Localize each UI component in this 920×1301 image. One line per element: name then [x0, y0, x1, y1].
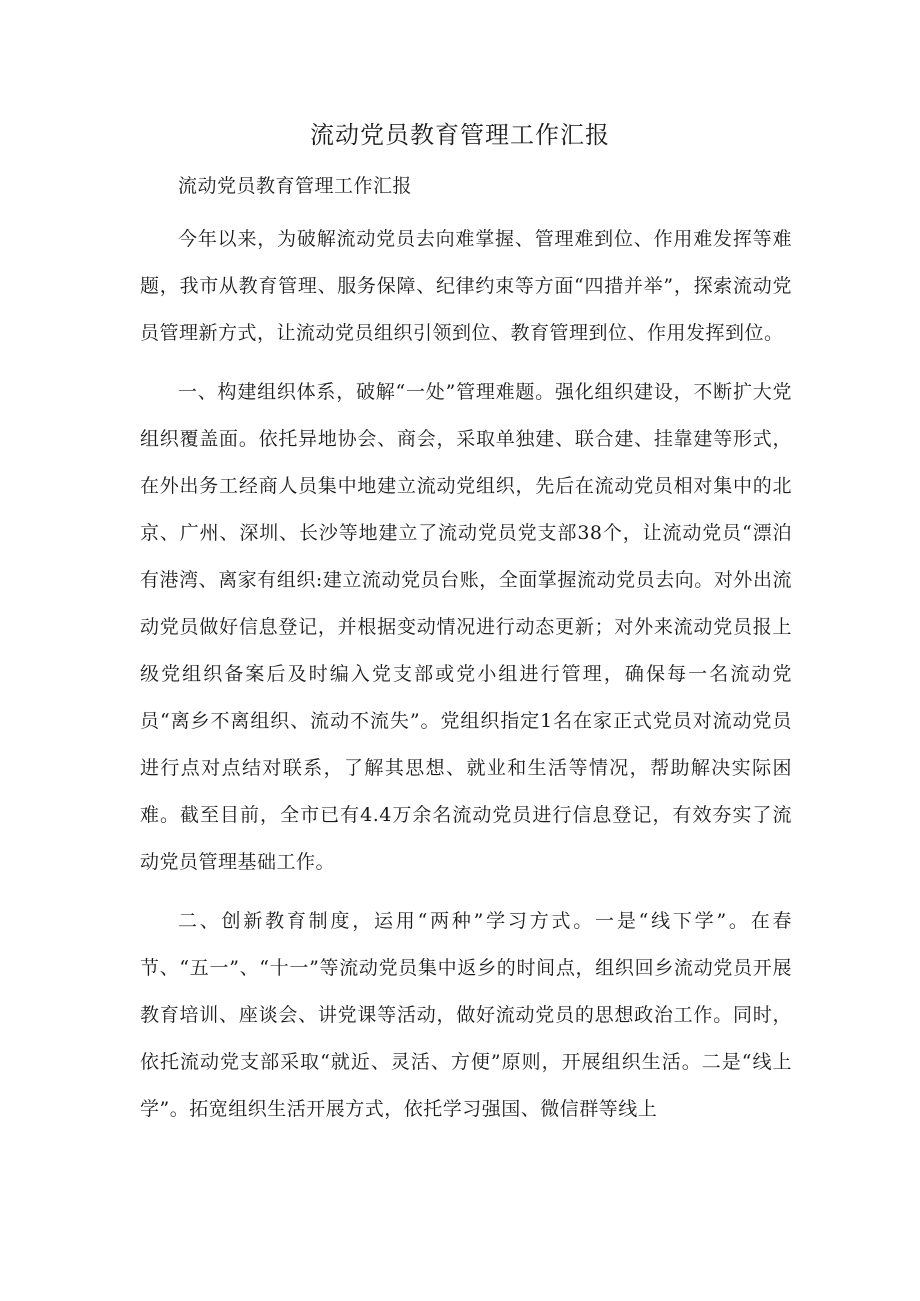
document-body: [140, 168, 792, 1133]
section-one-paragraph: 一、构建组织体系，破解“一处”管理难题。强化组织建设，不断扩大党组织覆盖面。依托异地协会、商会，采取单独建、联合建、挂靠建等形式，在外出务工经商人员集中地建立流动党组织，先后在流动党员相对集中的北京、广州、深圳、长沙等地建立了流动党员党支部38个，让流动党员“漂泊有港湾、离家有组织:建立流动党员台账，全面掌握流动党员去向。对外出流动党员做好信息登记，并根据变动情况进行动态更新；对外来流动党员报上级党组织备案后及时编入党支部或党小组进行管理，确保每一名流动党员“离乡不离组织、流动不流失”。党组织指定1名在家正式党员对流动党员进行点对点结对联系，了解其思想、就业和生活等情况，帮助解决实际困难。截至目前，全市已有4.4万余名流动党员进行信息登记，有效夯实了流动党员管理基础工作。: [140, 381, 792, 873]
subtitle-paragraph: 流动党员教育管理工作汇报: [178, 175, 413, 197]
document-title: 流动党员教育管理工作汇报: [310, 121, 610, 149]
intro-paragraph: 今年以来，为破解流动党员去向难掌握、管理难到位、作用难发挥等难题，我市从教育管理、服务保障、纪律约束等方面“四措并举”，探索流动党员管理新方式，让流动党员组织引领到位、教育管理到位、作用发挥到位。: [140, 228, 792, 344]
section-two-paragraph: 二、创新教育制度，运用“两种”学习方式。一是“线下学”。在春节、“五一”、“十一”等流动党员集中返乡的时间点，组织回乡流动党员开展教育培训、座谈会、讲党课等活动，做好流动党员的思想政治工作。同时，依托流动党支部采取“就近、灵活、方便”原则，开展组织生活。二是“线上学”。拓宽组织生活开展方式，依托学习强国、微信群等线上: [140, 910, 792, 1120]
